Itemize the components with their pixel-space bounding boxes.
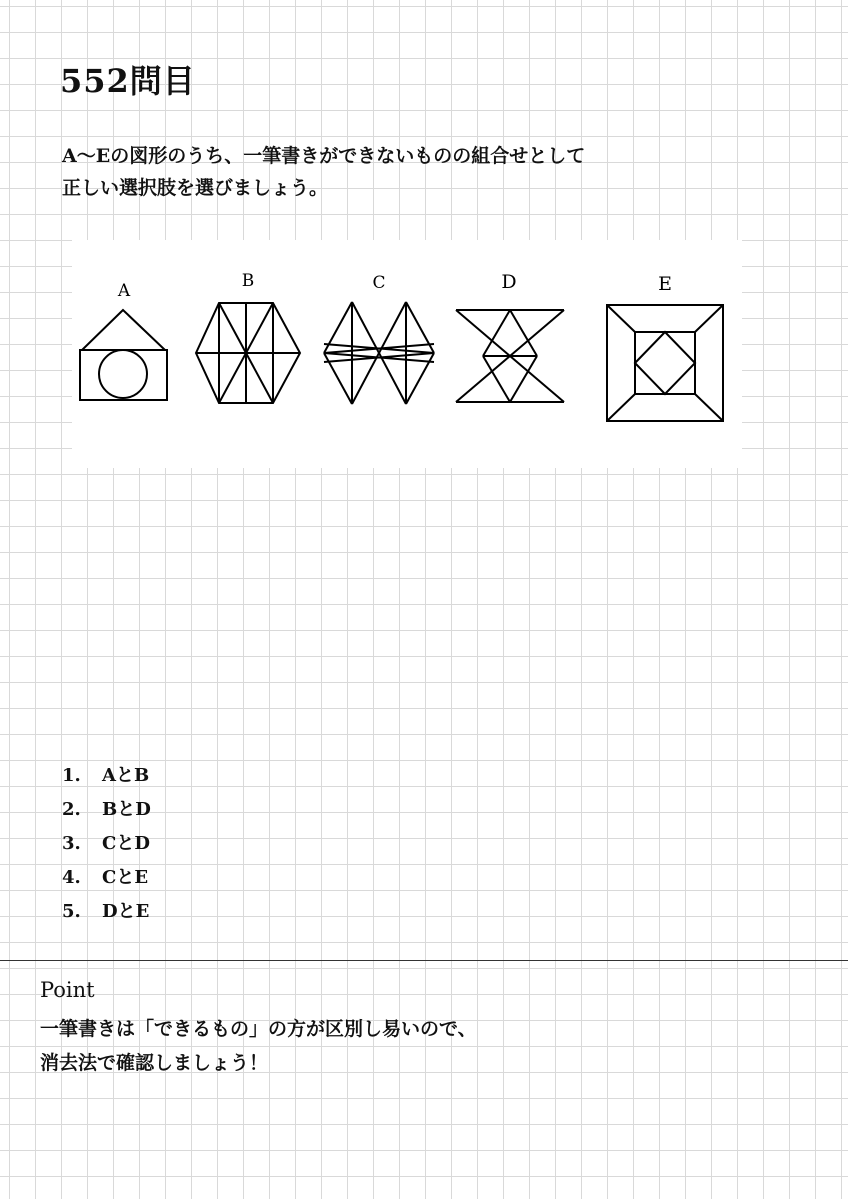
question-line-2: 正しい選択肢を選びましょう。 <box>62 177 329 199</box>
choice-number: 2. <box>62 799 81 820</box>
choice-text: BとD <box>102 799 151 820</box>
choice-number: 5. <box>62 901 81 922</box>
choice-text: AとB <box>102 765 150 786</box>
choice-list <box>62 760 151 930</box>
choice-item[interactable] <box>62 896 151 930</box>
choice-text: CとE <box>102 867 149 888</box>
figure-label-e: E <box>658 273 672 295</box>
figure-label-c: C <box>372 273 386 293</box>
figure-label-b: B <box>241 271 255 291</box>
figure-label-d: D <box>501 271 517 293</box>
choice-item[interactable] <box>62 828 151 862</box>
choice-item[interactable] <box>62 862 151 896</box>
point-line-1: 一筆書きは「できるもの」の方が区別し易いので、 <box>40 1018 477 1040</box>
point-line-2: 消去法で確認しましょう！ <box>40 1052 269 1074</box>
choice-item[interactable] <box>62 760 151 794</box>
section-divider <box>0 960 848 961</box>
question-text <box>62 140 762 204</box>
question-line-1: A〜Eの図形のうち、一筆書きができないものの組合せとして <box>62 145 586 167</box>
figure-label-a: A <box>117 281 131 301</box>
choice-number: 3. <box>62 833 81 854</box>
choice-number: 1. <box>62 765 81 786</box>
point-body <box>40 1012 477 1080</box>
page-title: 552問目 <box>60 62 196 100</box>
choice-text: DとE <box>102 901 150 922</box>
figures-panel <box>72 240 742 468</box>
choice-item[interactable] <box>62 794 151 828</box>
choice-number: 4. <box>62 867 81 888</box>
choice-text: CとD <box>102 833 150 854</box>
point-heading: Point <box>40 978 95 1002</box>
